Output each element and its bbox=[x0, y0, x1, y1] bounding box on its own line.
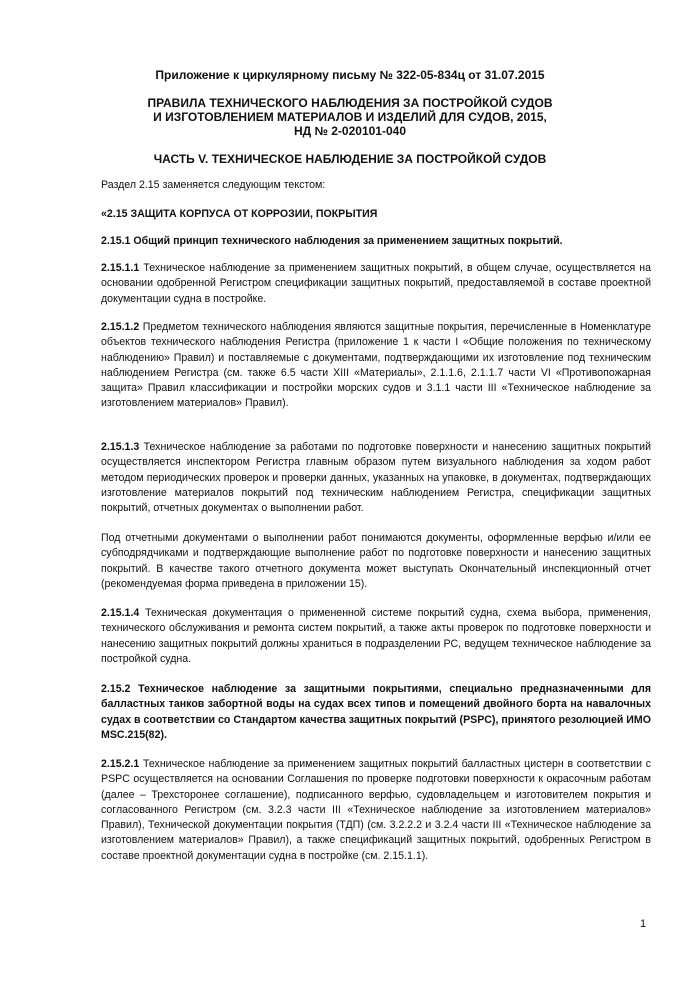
paragraph-number: 2.15.1.4 bbox=[101, 607, 140, 619]
rules-title-line3: НД № 2-020101-040 bbox=[294, 124, 406, 138]
paragraph-number: 2.15.2.1 bbox=[101, 758, 140, 770]
paragraph-text: Техническая документация о примененной системе покрытий судна, схема выбора, применения, технического обслуживания и ремонта систем покрытий, а также акты проверок по подготовке поверхности и нанесению защитных покрытий должны храниться в подразделении РС, ведущем техническое наблюдение за постройкой судна. bbox=[101, 607, 651, 665]
section-title: «2.15 ЗАЩИТА КОРПУСА ОТ КОРРОЗИИ, ПОКРЫТИЯ bbox=[101, 208, 378, 220]
paragraph-text: Техническое наблюдение за применением защитных покрытий балластных цистерн в соответствии с PSPC осуществляется на основании Соглашения по проверке подготовки поверхности к окрасочным работам (далее – Трехсторонее соглашение), подписанного верфью, судовладельцем и изготовителем покрытия и согласованного Регистром (см. 3.2.3 части III «Техническое наблюдение за изготовлением материалов» Правил), Технической документации покрытия (ТДП) (см. 3.2.2.2 и 3.2.4 части III «Техническое наблюдение за изготовлением материалов» Правил), а также спецификаций защитных покрытий, одобренных Регистром в составе проектной документации судна в постройке (см. 2.15.1.1). bbox=[101, 758, 651, 862]
rules-title-line1: ПРАВИЛА ТЕХНИЧЕСКОГО НАБЛЮДЕНИЯ ЗА ПОСТРОЙКОЙ СУДОВ bbox=[147, 96, 553, 110]
page-number: 1 bbox=[640, 918, 647, 930]
paragraph-text: Техническое наблюдение за применением защитных покрытий, в общем случае, осуществляется на основании одобренной Регистром спецификации защитных покрытий, предоставляемой в составе проектной документации судна в постройке. bbox=[101, 262, 651, 305]
part-title: ЧАСТЬ V. ТЕХНИЧЕСКОЕ НАБЛЮДЕНИЕ ЗА ПОСТРОЙКОЙ СУДОВ bbox=[153, 152, 547, 166]
intro-text: Раздел 2.15 заменяется следующим текстом: bbox=[101, 179, 326, 191]
paragraph-number: 2.15.1.3 bbox=[101, 441, 140, 453]
paragraph-text: Техническое наблюдение за работами по подготовке поверхности и нанесению защитных покрытий осуществляется инспектором Регистра главным образом путем визуального наблюдения за ходом работ методом периодических проверок и проверки данных, указанных на упаковке, в документах, подтверждающих изготовление материалов покрытий под техническим наблюдением Регистра, спецификации защитных покрытий, отчетных документах о выполнении работ. bbox=[101, 441, 651, 515]
paragraph-2-15-1-1 bbox=[101, 261, 651, 307]
paragraph-2-15-1-4 bbox=[101, 606, 651, 667]
paragraph-2-15-1-3 bbox=[101, 440, 651, 516]
paragraph-2-15-2-1 bbox=[101, 757, 651, 864]
paragraph-number: 2.15.1.1 bbox=[101, 262, 140, 274]
subsection-2-15-2: 2.15.2 Техническое наблюдение за защитными покрытиями, специально предназначенными для балластных танков забортной воды на судах всех типов и помещений двойного борта на навалочных судах в соответствии со Стандартом качества защитных покрытий (PSPC), принятого резолюцией ИМО MSC.215(82). bbox=[101, 683, 651, 741]
paragraph-number: 2.15.1.2 bbox=[101, 321, 140, 333]
paragraph-report-docs: Под отчетными документами о выполнении работ понимаются документы, оформленные верфью и/или ее субподрядчиками и подтверждающие выполнение работ по подготовке поверхности и нанесению защитных покрытий. В качестве такого отчетного документа может выступать Окончательный инспекционный отчет (рекомендуемая форма приведена в приложении 15). bbox=[101, 532, 651, 590]
paragraph-2-15-1-2 bbox=[101, 320, 651, 412]
subsection-2-15-1: 2.15.1 Общий принцип технического наблюдения за применением защитных покрытий. bbox=[101, 235, 563, 247]
paragraph-text: Предметом технического наблюдения являются защитные покрытия, перечисленные в Номенклатуре объектов технического наблюдения Регистра (приложение 1 к части I «Общие положения по техническому наблюдению» Правил) и поставляемые с документами, подтверждающими их изготовление под техническим наблюдением Регистра (см. также 6.5 части XIII «Материалы», 2.1.1.6, 2.1.1.7 части VI «Противопожарная защита» Правил классификации и постройки морских судов и 3.1.1 части III «Техническое наблюдение за изготовлением материалов» Правил). bbox=[101, 321, 651, 410]
rules-title-line2: И ИЗГОТОВЛЕНИЕМ МАТЕРИАЛОВ И ИЗДЕЛИЙ ДЛЯ СУДОВ, 2015, bbox=[153, 110, 547, 124]
appendix-title: Приложение к циркулярному письму № 322-05-834ц от 31.07.2015 bbox=[155, 68, 545, 82]
